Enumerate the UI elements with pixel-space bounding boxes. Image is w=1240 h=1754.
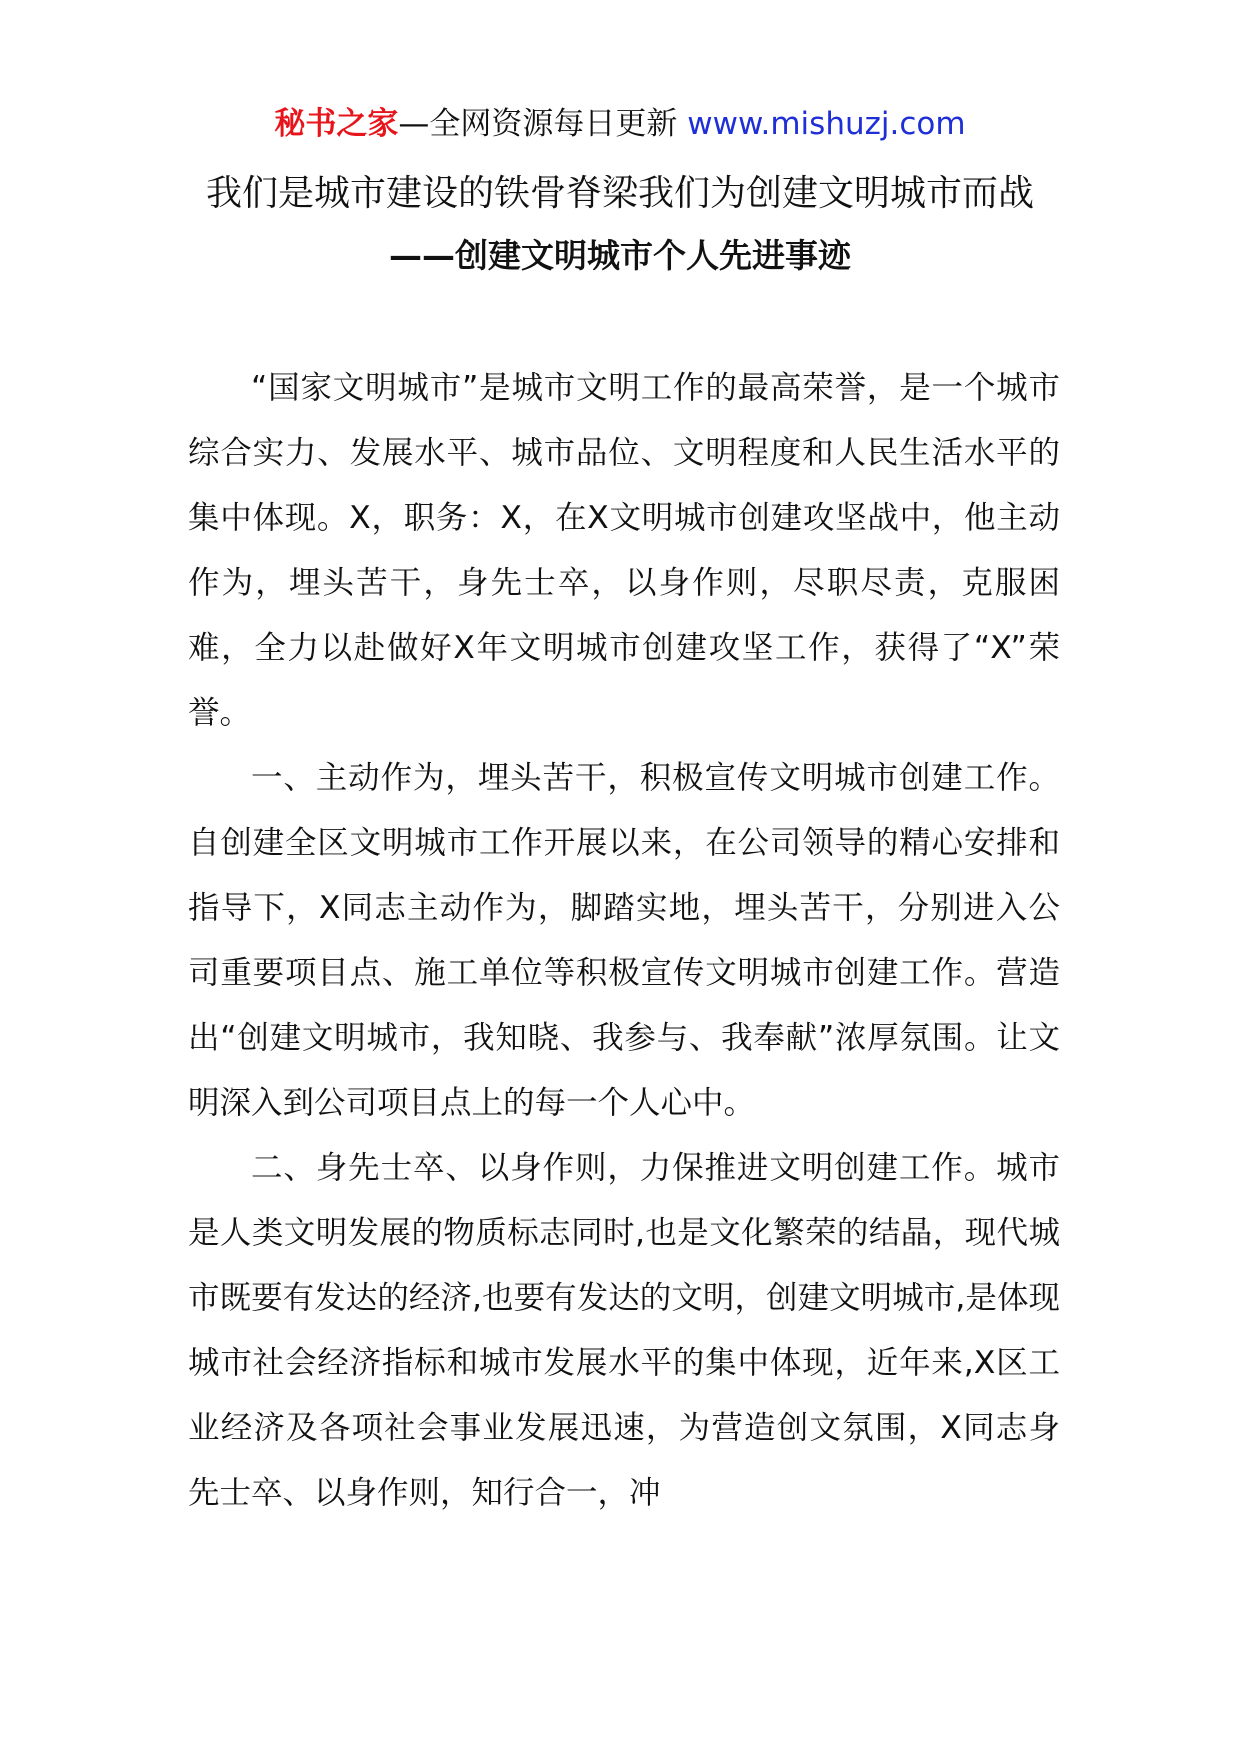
paragraph-section-one: 一、主动作为，埋头苦干，积极宣传文明城市创建工作。自创建全区文明城市工作开展以来，在公司领导的精心安排和指导下，X同志主动作为，脚踏实地，埋头苦干，分别进入公司重要项目点、施工单位等积极宣传文明城市创建工作。营造出“创建文明城市，我知晓、我参与、我奉献”浓厚氛围。让文明深入到公司项目点上的每一个人心中。 [188, 760, 1060, 1121]
site-header [0, 98, 1240, 150]
site-url: www.mishuzj.com [687, 106, 966, 142]
document-title: 我们是城市建设的铁骨脊梁我们为创建文明城市而战 [205, 173, 1034, 214]
document-body [188, 356, 1060, 1526]
site-slogan: —全网资源每日更新 [398, 106, 688, 142]
paragraph-section-two: 二、身先士卒、以身作则，力保推进文明创建工作。城市是人类文明发展的物质标志同时,也是文化繁荣的结晶，现代城市既要有发达的经济,也要有发达的文明，创建文明城市,是体现城市社会经济指标和城市发展水平的集中体现，近年来,X区工业经济及各项社会事业发展迅速，为营造创文氛围，X同志身先士卒、以身作则，知行合一，冲 [188, 1150, 1060, 1511]
document-subtitle: ——创建文明城市个人先进事迹 [389, 236, 851, 275]
paragraph-intro: “国家文明城市”是城市文明工作的最高荣誉，是一个城市综合实力、发展水平、城市品位、文明程度和人民生活水平的集中体现。X，职务：X，在X文明城市创建攻坚战中，他主动作为，埋头苦干，身先士卒，以身作则，尽职尽责，克服困难，全力以赴做好X年文明城市创建攻坚工作，获得了“X”荣誉。 [188, 370, 1060, 731]
site-brand: 秘书之家 [274, 106, 399, 142]
